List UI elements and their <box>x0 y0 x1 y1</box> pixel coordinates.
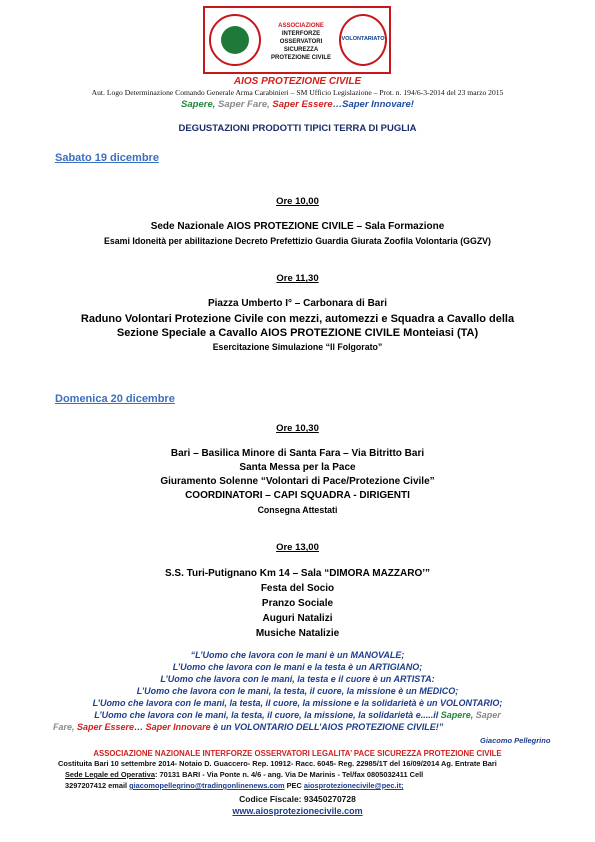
event-place: Piazza Umberto I° – Carbonara di Bari <box>207 298 388 309</box>
event-time: Ore 10,30 <box>276 423 319 434</box>
event-line: Pranzo Sociale <box>261 598 334 609</box>
quote-line: L’Uomo che lavora con le mani, la testa e il cuore è un ARTISTA: <box>160 674 435 684</box>
motto-sapere: Sapere, <box>181 99 216 110</box>
fiscal-code: Codice Fiscale: 93450270728 <box>239 794 356 804</box>
event-description: Raduno Volontari Protezione Civile con mezzi, automezzi e Squadra a Cavallo della <box>80 313 515 325</box>
event-line: Festa del Socio <box>260 583 335 594</box>
event-line: Giuramento Solenne “Volontari di Pace/Protezione Civile” <box>160 476 435 487</box>
quote-saper: Saper <box>473 710 501 720</box>
event-time: Ore 13,00 <box>276 542 319 553</box>
aios-emblem-icon <box>209 14 261 66</box>
event-line: S.S. Turi-Putignano Km 14 – Sala “DIMORA MAZZARO’” <box>164 568 431 579</box>
contact-line <box>65 781 545 790</box>
logo-text-line: OSSERVATORI SICUREZZA <box>279 39 323 53</box>
logo-text-line: INTERFORZE <box>281 31 321 37</box>
event-line: Auguri Natalizi <box>262 613 333 624</box>
association-logo <box>203 6 391 74</box>
motto-saper-innovare: …Saper Innovare! <box>332 99 414 110</box>
event-line: Bari – Basilica Minore di Santa Fara – Via Bitritto Bari <box>170 448 425 459</box>
quote-line: L’Uomo che lavora con le mani, la testa, il cuore, la missione e la solidarietà è un VOLONTARIO; <box>92 698 503 708</box>
event-time: Ore 10,00 <box>276 196 319 207</box>
association-name: ASSOCIAZIONE NAZIONALE INTERFORZE OSSERVATORI LEGALITA’ PACE SICUREZZA PROTEZIONE CIVILE <box>93 749 502 758</box>
aios-title: AIOS PROTEZIONE CIVILE <box>233 76 362 87</box>
event-line: COORDINATORI – CAPI SQUADRA - DIRIGENTI <box>185 490 410 501</box>
constitution-line: Costituita Bari 10 settembre 2014- Notaio D. Guaccero- Rep. 10912- Racc. 6045- Reg. 22985/1T del 16/09/2014 Ag. Entrate Bari <box>58 759 497 768</box>
event-line: Santa Messa per la Pace <box>239 462 356 473</box>
event-description: Esercitazione Simulazione “Il Folgorato” <box>212 342 383 352</box>
motto-saper-fare: Saper Fare, <box>218 99 270 110</box>
quote-text: L’Uomo che lavora con le mani, la testa, il cuore, la missione, la solidarietà e.....il <box>94 710 441 720</box>
volontariato-emblem-icon <box>339 14 387 66</box>
quote-saper-innovare: Saper Innovare <box>145 722 211 732</box>
seat-line <box>65 770 545 779</box>
event-line: Musiche Natalizie <box>255 628 340 639</box>
day-heading-sunday: Domenica 20 dicembre <box>55 393 175 405</box>
quote-line <box>0 709 595 721</box>
document-title: DEGUSTAZIONI PRODOTTI TIPICI TERRA DI PUGLIA <box>178 123 417 134</box>
day-heading-saturday: Sabato 19 dicembre <box>55 152 159 164</box>
quote-line: L’Uomo che lavora con le mani, la testa, il cuore, la missione è un MEDICO; <box>136 686 459 696</box>
website-link[interactable]: www.aiosprotezionecivile.com <box>232 806 363 816</box>
email-link[interactable]: giacomopellegrino@tradingonlinenews.com <box>129 781 285 790</box>
quote-block <box>0 649 595 733</box>
quote-author: Giacomo Pellegrino <box>480 736 551 745</box>
volontariato-label: VOLONTARIATO <box>341 36 385 42</box>
pec-label: PEC <box>284 781 304 790</box>
seat-label: Sede Legale ed Operativa <box>65 770 155 779</box>
motto <box>0 99 595 110</box>
authorization-line: Aut. Logo Determinazione Comando Generale Arma Carabinieri – SM Ufficio Legislazione – Prot. n. 194/6-3-2014 del 23 marzo 2015 <box>91 88 504 97</box>
quote-line <box>0 721 595 733</box>
event-time: Ore 11,30 <box>276 273 319 284</box>
pec-email-link[interactable]: aiosprotezionecivile@pec.it; <box>303 781 404 790</box>
phone-label: 3297207412 email <box>65 781 130 790</box>
seat-text: : 70131 BARI - Via Ponte n. 4/6 - ang. Via De Marinis - Tel/fax 0805032411 Cell <box>154 770 424 779</box>
event-description: Sezione Speciale a Cavallo AIOS PROTEZIONE CIVILE Monteiasi (TA) <box>116 327 479 339</box>
logo-text-line: ASSOCIAZIONE <box>278 23 324 29</box>
quote-line: L’Uomo che lavora con le mani e la testa è un ARTIGIANO; <box>172 662 423 672</box>
quote-saper-essere: Saper Essere <box>74 722 135 732</box>
quote-dots: … <box>134 722 146 732</box>
quote-text: è un VOLONTARIO DELL’AIOS PROTEZIONE CIVILE!” <box>210 722 444 732</box>
event-line: Consegna Attestati <box>257 505 338 515</box>
motto-saper-essere: Saper Essere <box>272 99 333 110</box>
logo-text <box>265 22 337 62</box>
event-place: Sede Nazionale AIOS PROTEZIONE CIVILE – Sala Formazione <box>150 221 445 232</box>
quote-sapere: Sapere, <box>440 710 474 720</box>
quote-fare: Fare, <box>53 722 75 732</box>
logo-text-line: PROTEZIONE CIVILE <box>270 55 331 61</box>
quote-line: “L’Uomo che lavora con le mani è un MANOVALE; <box>190 650 405 660</box>
event-description: Esami Idoneità per abilitazione Decreto Prefettizio Guardia Giurata Zoofila Volontaria (GGZV) <box>104 236 491 246</box>
